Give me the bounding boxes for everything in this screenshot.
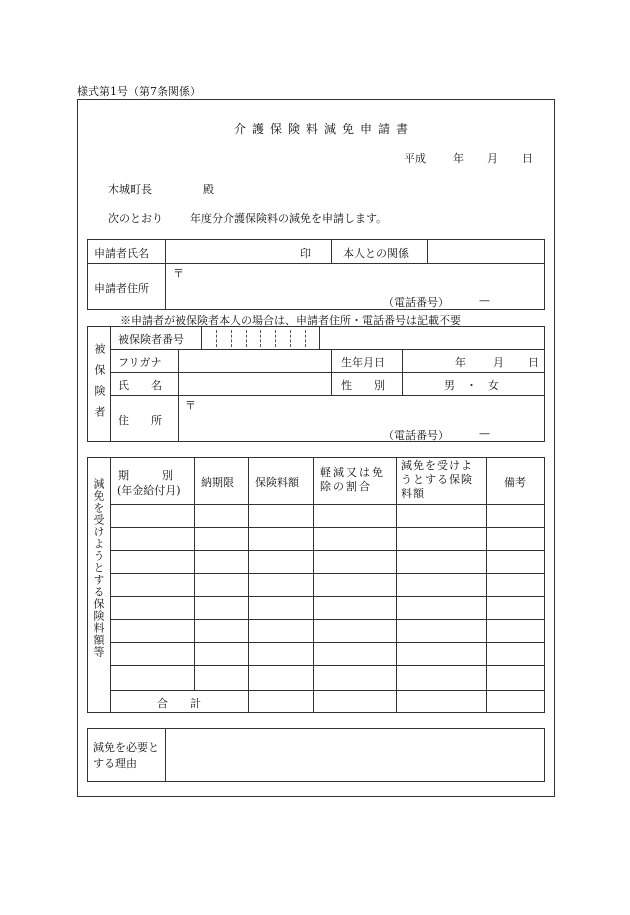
form-number: 様式第1号（第7条関係） bbox=[77, 85, 201, 98]
total-label: 合 計 bbox=[157, 697, 201, 710]
header-remarks: 備考 bbox=[504, 476, 526, 489]
date-year: 年 bbox=[453, 152, 464, 165]
intro-prefix: 次のとおり bbox=[108, 212, 163, 225]
furigana-label: フリガナ bbox=[118, 356, 162, 369]
date-month: 月 bbox=[487, 152, 498, 165]
birth-year: 年 bbox=[455, 356, 466, 369]
insured-postal-mark: 〒 bbox=[185, 399, 196, 412]
date-era: 平成 bbox=[404, 152, 426, 165]
applicant-section bbox=[87, 239, 545, 310]
insured-phone-dash: — bbox=[479, 427, 490, 440]
seal-mark: 印 bbox=[300, 247, 311, 260]
header-due: 納期限 bbox=[201, 476, 234, 489]
birth-day: 日 bbox=[528, 356, 539, 369]
applicant-postal-mark: 〒 bbox=[173, 267, 184, 280]
reason-label: 減免を必要とする理由 bbox=[93, 741, 159, 770]
insured-address-label: 住 所 bbox=[118, 414, 162, 427]
sex-options: 男 ・ 女 bbox=[444, 379, 499, 392]
insured-side-label: 被保険者 bbox=[93, 343, 106, 427]
premium-side-label: 減免を受けようとする保険料額等 bbox=[92, 478, 105, 658]
insured-name-label: 氏 名 bbox=[118, 379, 162, 392]
insured-number-label: 被保険者番号 bbox=[118, 333, 184, 346]
intro-suffix: 年度分介護保険料の減免を申請します。 bbox=[190, 212, 388, 225]
header-amount: 保険料額 bbox=[255, 476, 299, 489]
relation-label: 本人との関係 bbox=[343, 247, 409, 260]
header-ratio: 軽減又は免除の割合 bbox=[320, 466, 385, 493]
applicant-address-label: 申請者住所 bbox=[94, 282, 149, 295]
addressee-name: 木城町長 bbox=[108, 183, 152, 196]
form-title: 介護保険料減免申請書 bbox=[234, 122, 415, 136]
note-text: ※申請者が被保険者本人の場合は、申請者住所・電話番号は記載不要 bbox=[120, 314, 461, 327]
applicant-phone-dash: — bbox=[479, 294, 490, 307]
birth-month: 月 bbox=[493, 356, 504, 369]
header-period: 期 別 bbox=[118, 469, 173, 482]
birthdate-label: 生年月日 bbox=[341, 356, 385, 369]
applicant-phone-label: （電話番号） bbox=[383, 296, 449, 309]
insured-phone-label: （電話番号） bbox=[383, 429, 449, 442]
sex-label: 性 別 bbox=[341, 379, 385, 392]
header-reduced: 減免を受けようとする保険料額 bbox=[401, 459, 473, 500]
date-day: 日 bbox=[522, 152, 533, 165]
applicant-name-label: 申請者氏名 bbox=[94, 247, 149, 260]
addressee-honorific: 殿 bbox=[203, 183, 214, 196]
header-period-sub: (年金給付月) bbox=[117, 484, 181, 497]
